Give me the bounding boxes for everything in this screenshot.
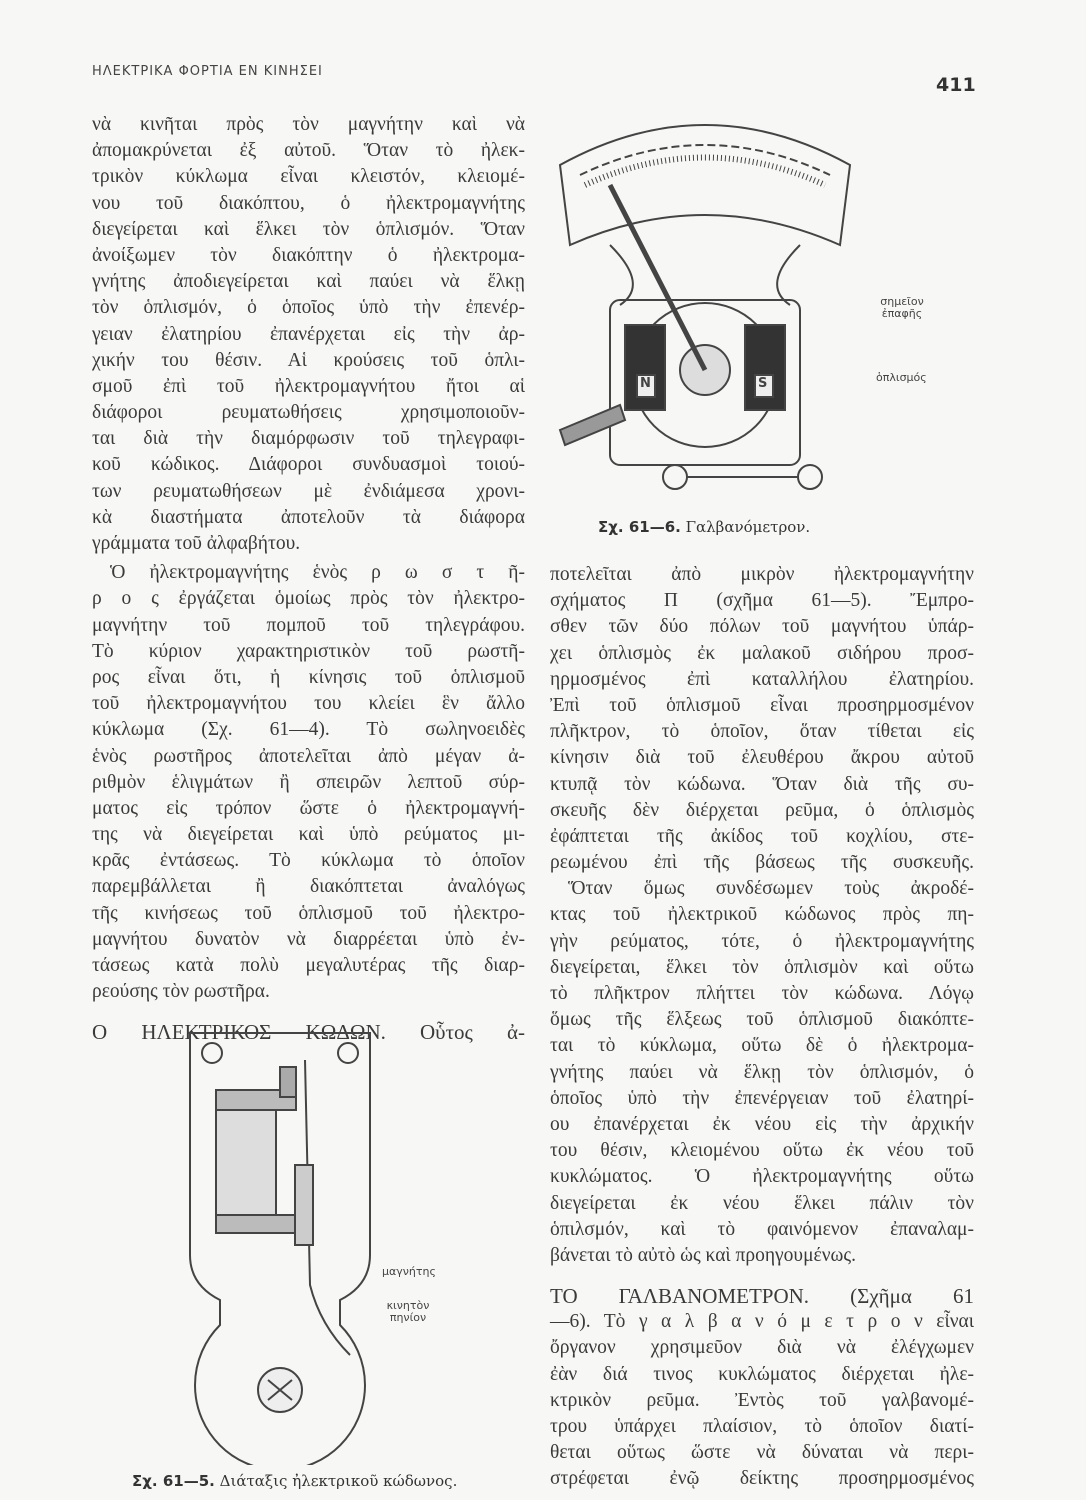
text-line: ὄργανον χρησιμεῦον διὰ νὰ ἐλέγχωμεν	[550, 1337, 974, 1359]
text-line: ται τὸ κύκλωμα, οὕτω δὲ ὁ ἠλεκτρομα-	[550, 1035, 974, 1057]
text-line: κτυπᾷ τὸν κώδωνα. Ὅταν διὰ τῆς συ-	[550, 773, 974, 795]
text-line: τὸν ὁπλισμόν, ὁ ὁποῖος ὑπὸ τὴν ἐπενέρ-	[92, 297, 525, 319]
text-line: Ἐπὶ τοῦ ὁπλισμοῦ εἶναι προσηρμοσμένον	[550, 694, 974, 716]
text-line: ποτελεῖται ἀπὸ μικρὸν ἠλεκτρομαγνήτην	[550, 564, 974, 585]
caption-text: Διάταξις ἠλεκτρικοῦ κώδωνος.	[219, 1472, 458, 1490]
pole-n: N	[640, 376, 651, 391]
paragraph	[92, 112, 525, 557]
text-line: νου τοῦ διακόπτου, ὁ ἠλεκτρομαγνήτης	[92, 192, 525, 214]
text-line: σμοῦ ἐπὶ τοῦ ἠλεκτρομαγνήτου ἤτοι αἱ	[92, 375, 525, 397]
text-line: τρου ὑπάρχει πλαίσιον, τὸ ὁποῖον διατί-	[550, 1416, 974, 1437]
text-line: ἐὰν διά τινος κυκλώματος διέρχεται ἠλε-	[550, 1363, 974, 1385]
text-line: γνήτης παύει νὰ ἕλκῃ τὸν ὁπλισμόν, ὁ	[550, 1061, 974, 1083]
label-contact-point: σημεῖον ἐπαφῆς	[880, 295, 924, 320]
text-line: κὰ διαστήματα ἀποτελοῦν τὰ διάφορα	[92, 506, 525, 528]
text-line: ται διὰ τὴν διαμόρφωσιν τοῦ τηλεγραφι-	[92, 428, 525, 450]
text-line: πλῆκτρον, τὸ ὁποῖον, ὅταν τίθεται εἰς	[550, 721, 974, 743]
caption-text: Γαλβανόμετρον.	[685, 518, 811, 536]
section-heading-bell: Ο ΗΛΕΚΤΡΙΚΟΣ ΚΩΔΩΝ. Οὗτος ἀ-	[92, 1020, 525, 1045]
text-line: τάσεως κατὰ πολὺ μεγαλυτέρας τῆς διαρ-	[92, 955, 525, 976]
text-line: ρεούσης τὸν ρωστῆρα.	[92, 981, 270, 1003]
text-line: νὰ κινῆται πρὸς τὸν μαγνήτην καὶ νὰ	[92, 114, 525, 135]
caption-number: Σχ. 61—5.	[132, 1472, 215, 1490]
paragraph	[550, 1309, 974, 1492]
text-line: γὴν ρεύματος, τότε, ὁ ἠλεκτρομαγνήτης	[550, 930, 974, 952]
figure-caption-galvanometer	[598, 518, 810, 536]
running-header: ΗΛΕΚΤΡΙΚΑ ΦΟΡΤΙΑ ΕΝ ΚΙΝΗΣΕΙ	[92, 64, 323, 79]
text-line: Τὸ κύριον χαρακτηριστικὸν τοῦ ρωστῆ-	[92, 640, 525, 662]
text-line: ου ἐπανέρχεται ἐκ νέου εἰς τὴν ἀρχικήν	[550, 1113, 974, 1135]
text-line: ἐφάπτεται τῆς ἀκίδος τοῦ κοχλίου, στε-	[550, 825, 974, 847]
text-line: ματος εἰς τρόπον ὥστε ὁ ἠλεκτρομαγνή-	[92, 797, 525, 819]
label-armature: ὁπλισμός	[876, 371, 927, 384]
label-moving-coil: κινητὸν πηνίον	[386, 1299, 430, 1324]
text-line: τὸ πλῆκτρον πλήττει τὸν κώδωνα. Λόγῳ	[550, 983, 974, 1004]
text-line: σχήματος Π (σχῆμα 61—5). Ἔμπρο-	[550, 590, 974, 612]
pole-s: S	[758, 376, 768, 391]
page-number: 411	[936, 74, 976, 96]
text-line: κίνησιν διὰ τοῦ ἐλευθέρου ἄκρου αὐτοῦ	[550, 747, 974, 769]
text-line: διεγείρεται καὶ ἕλκει τὸν ὁπλισμόν. Ὅταν	[92, 218, 525, 240]
text-line: ὅμως τῆς ἕλξεως τοῦ ὁπλισμοῦ διακόπτε-	[550, 1009, 974, 1031]
paragraph	[92, 560, 525, 1005]
text-line: ρεωμένου ἐπὶ τῆς βάσεως τῆς συσκευῆς.	[550, 852, 974, 874]
text-line: γράμματα τοῦ ἀλφαβήτου.	[92, 533, 301, 554]
right-column	[550, 562, 974, 1493]
text-line: διάφοροι ρευματωθήσεις χρησιμοποιοῦν-	[92, 402, 525, 424]
text-line: χικήν του θέσιν. Αἱ κρούσεις τοῦ ὁπλι-	[92, 349, 525, 371]
text-line: μαγνήτην τοῦ πομποῦ τοῦ τηλεγράφου.	[92, 614, 525, 636]
text-line: ἀπομακρύνεται ἐξ αὐτοῦ. Ὅταν τὸ ἠλεκ-	[92, 140, 525, 162]
text-line: ἑνὸς ρωστῆρος ἀποτελεῖται ἀπὸ μέγαν ἀ-	[92, 745, 525, 767]
text-line: ὁποῖος ὑπὸ τὴν ἐπενέργειαν τοῦ ἐλατηρί-	[550, 1087, 974, 1109]
text-line: γνήτης ἀποδιεγείρεται καὶ παύει νὰ ἕλκῃ	[92, 271, 525, 293]
text-line: χει ὁπλισμὸς ἐκ μαλακοῦ σιδήρου προσ-	[550, 642, 974, 664]
left-column	[92, 112, 525, 1046]
label-magnet: μαγνήτης	[382, 1265, 436, 1278]
text-line: διεγείρεται, ἕλκει τὸν ὁπλισμὸν καὶ οὕτω	[550, 956, 974, 978]
text-line: ρ ο ς ἐργάζεται ὁμοίως πρὸς τὸν ἠλεκτρο-	[92, 588, 525, 610]
section-heading-galvanometer: ΤΟ ΓΑΛΒΑΝΟΜΕΤΡΟΝ. (Σχῆμα 61	[550, 1284, 974, 1309]
text-line: κτρικὸν ρεῦμα. Ἐντὸς τοῦ γαλβανομέ-	[550, 1389, 974, 1411]
text-line: μαγνήτου δυνατὸν νὰ διαρρέεται ὑπὸ ἐν-	[92, 928, 525, 950]
text-line: τρικὸν κύκλωμα εἶναι κλειστόν, κλειομέ-	[92, 166, 525, 188]
text-line: βάνεται τὸ αὐτὸ ὡς καὶ προηγουμένως.	[550, 1244, 856, 1266]
text-line: ηρμοσμένος ἐπὶ καταλλήλου ἐλατηρίου.	[550, 668, 974, 690]
text-line: —6). Τὸ γ α λ β α ν ό μ ε τ ρ ο ν εἶναι	[550, 1311, 974, 1333]
paragraph	[550, 562, 974, 876]
bell-diagram	[180, 1025, 380, 1465]
galvanometer-diagram	[540, 105, 870, 500]
text-line: τῆς κινήσεως τοῦ ὁπλισμοῦ τοῦ ἠλεκτρο-	[92, 902, 525, 924]
text-line: κτας τοῦ ἠλεκτρικοῦ κώδωνος πρὸς πη-	[550, 904, 974, 926]
paragraph	[550, 876, 974, 1269]
text-line: των ρευματωθήσεων μὲ ἐνδιάμεσα χρονι-	[92, 480, 525, 502]
text-line: της νὰ διεγείρεται καὶ ὑπὸ ρεύματος μι-	[92, 824, 525, 846]
text-line: κύκλωμα (Σχ. 61—4). Τὸ σωληνοειδὲς	[92, 719, 525, 741]
text-line: διεγείρεται ἐκ νέου ἕλκει πάλιν τὸν	[550, 1192, 974, 1214]
text-line: σκευῆς δὲν διέρχεται ρεῦμα, ὁ ὁπλισμὸς	[550, 799, 974, 821]
caption-number: Σχ. 61—6.	[598, 518, 681, 536]
text-line: κοῦ κώδικος. Διάφοροι συνδυασμοὶ τοιού-	[92, 454, 525, 476]
text-line: κυκλώματος. Ὁ ἠλεκτρομαγνήτης οὕτω	[550, 1166, 974, 1188]
text-line: τοῦ ἠλεκτρομαγνήτου του κλείει ἓν ἄλλο	[92, 693, 525, 715]
text-line: παρεμβάλλεται ἢ διακόπτεται ἀναλόγως	[92, 876, 525, 898]
text-line: σθεν τῶν δύο πόλων τοῦ μαγνήτου ὑπάρ-	[550, 616, 974, 638]
figure-caption-bell	[132, 1472, 457, 1490]
text-line: γειαν ἐλατηρίου ἐπανέρχεται εἰς τὴν ἀρ-	[92, 323, 525, 345]
text-line: ἀνοίξωμεν τὸν διακόπτην ὁ ἠλεκτρομα-	[92, 244, 525, 266]
text-line: ριθμὸν ἑλιγμάτων ἢ σπειρῶν λεπτοῦ σύρ-	[92, 771, 525, 793]
text-line: του θέσιν, κλειομένου οὕτω ἐκ νέου τοῦ	[550, 1140, 974, 1162]
text-line: κρᾶς ἐντάσεως. Τὸ κύκλωμα τὸ ὁποῖον	[92, 850, 525, 872]
text-line: ρος εἶναι ὅτι, ἡ κίνησις τοῦ ὁπλισμοῦ	[92, 666, 525, 688]
text-line: στρέφεται ἐνῷ δείκτης προσηρμοσμένος	[550, 1468, 974, 1490]
text-line: Ὁ ἠλεκτρομαγνήτης ἑνὸς ρ ω σ τ ῆ-	[110, 562, 525, 584]
text-line: ὁπιλσμόν, καὶ τὸ φαινόμενον ἐπαναλαμ-	[550, 1218, 974, 1240]
text-line: Ὅταν ὅμως συνδέσωμεν τοὺς ἀκροδέ-	[568, 878, 974, 900]
text-line: θεται οὕτως ὥστε νὰ δύναται νὰ περι-	[550, 1442, 974, 1464]
